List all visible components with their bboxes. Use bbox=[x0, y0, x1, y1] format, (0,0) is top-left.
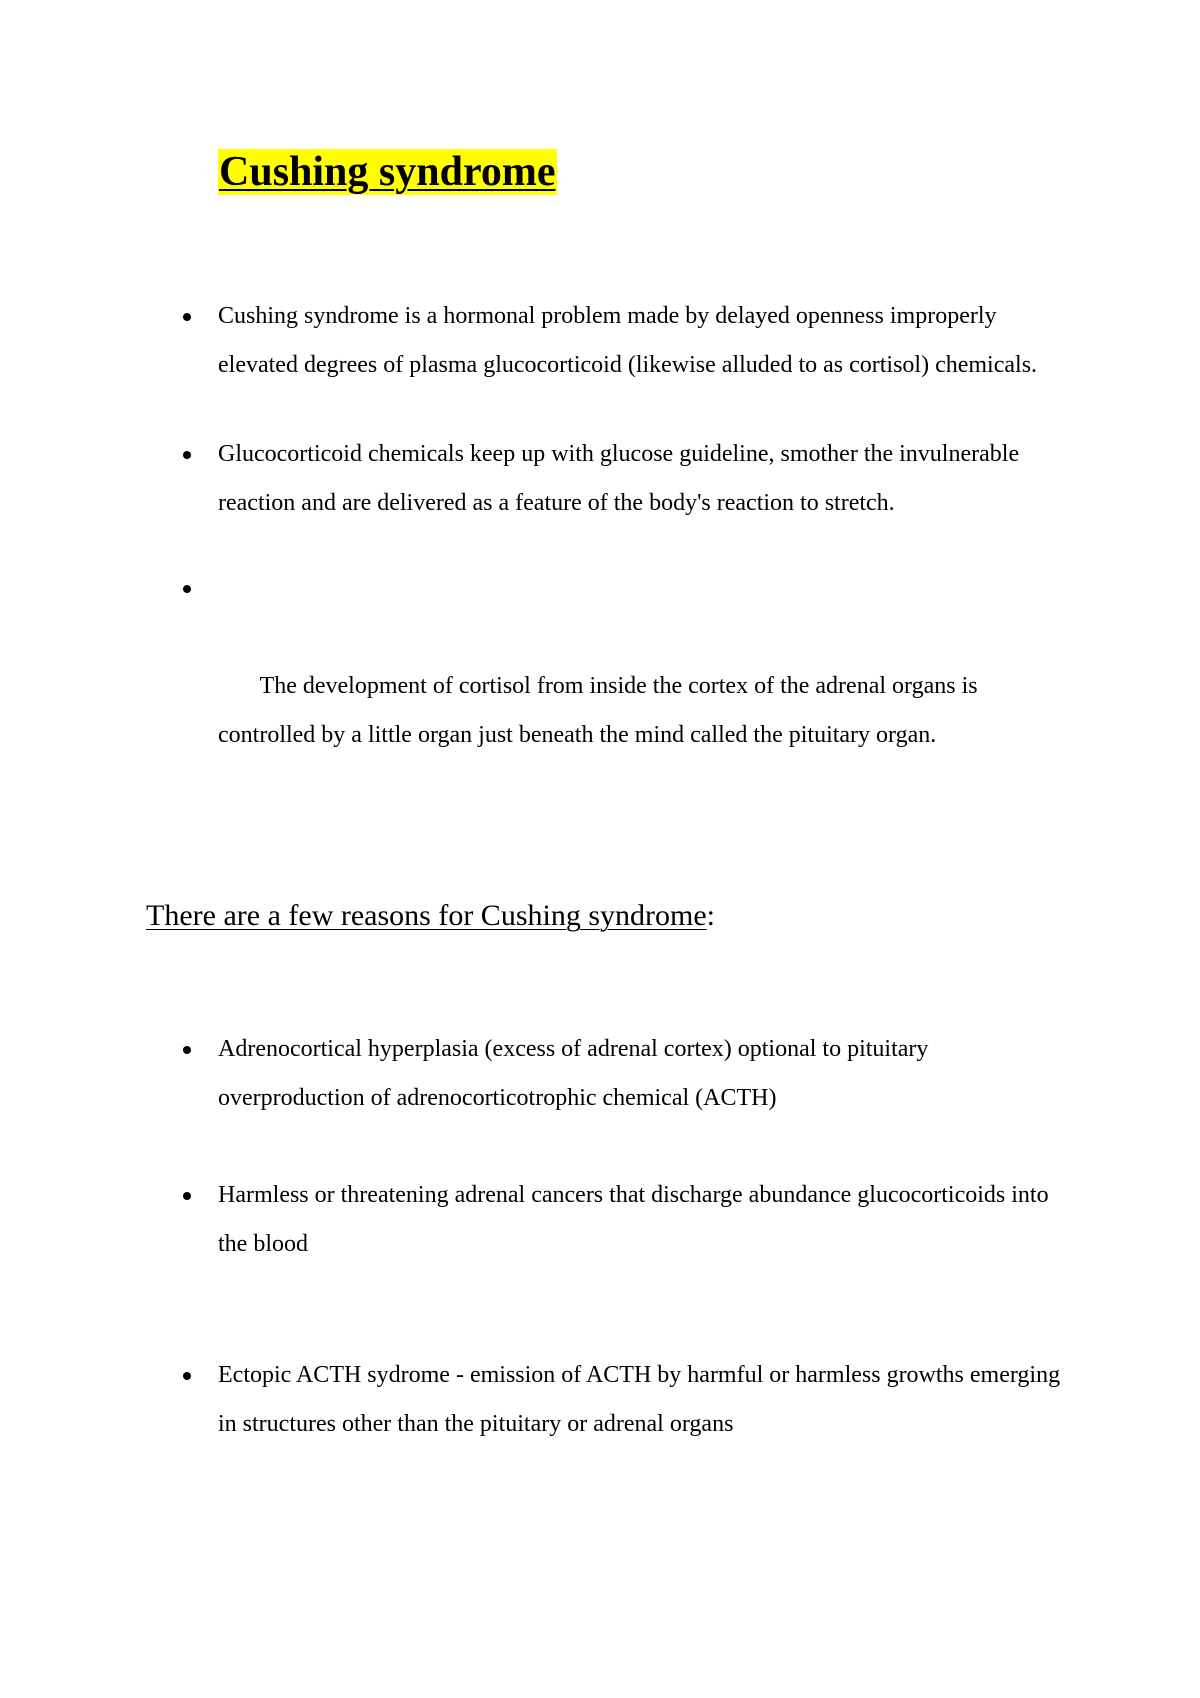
bullet-dot-icon bbox=[183, 451, 191, 459]
reasons-heading bbox=[146, 896, 715, 936]
bullet-dot-icon bbox=[183, 1046, 191, 1054]
list-item bbox=[0, 430, 1078, 528]
document-title bbox=[218, 146, 557, 198]
list-item bbox=[0, 564, 1078, 809]
bullet-dot-icon bbox=[183, 1372, 191, 1380]
bullet-dot-icon bbox=[183, 1192, 191, 1200]
reasons-heading-colon: : bbox=[706, 899, 715, 932]
list-item-text: Glucocorticoid chemicals keep up with glucose guideline, smother the invulnerable reaction and are delivered as a feature of the body's reaction to stretch. bbox=[218, 441, 1020, 516]
bullet-dot-icon bbox=[183, 313, 191, 321]
list-item-text: Adrenocortical hyperplasia (excess of adrenal cortex) optional to pituitary overproduction of adrenocorticotrophic chemical (ACTH) bbox=[218, 1036, 929, 1111]
list-item-text: The development of cortisol from inside the cortex of the adrenal organs is controlled by a little organ just beneath the mind called the pituitary organ. bbox=[218, 673, 984, 748]
title-highlight: Cushing syndrome bbox=[219, 149, 556, 195]
list-item bbox=[0, 292, 1078, 390]
list-item bbox=[0, 1025, 1078, 1123]
intro-bullet-list bbox=[0, 292, 1078, 809]
list-item bbox=[0, 1351, 1078, 1449]
reasons-bullet-list bbox=[0, 1025, 1078, 1449]
list-item-text: Harmless or threatening adrenal cancers that discharge abundance glucocorticoids into the blood bbox=[218, 1182, 1049, 1257]
reasons-heading-text: There are a few reasons for Cushing syndrome bbox=[146, 899, 707, 932]
list-item bbox=[0, 1171, 1078, 1269]
bullet-dot-icon bbox=[183, 585, 191, 593]
list-item-text: Cushing syndrome is a hormonal problem made by delayed openness improperly elevated degrees of plasma glucocorticoid (likewise alluded to as cortisol) chemicals. bbox=[218, 303, 1038, 378]
list-item-text: Ectopic ACTH sydrome - emission of ACTH by harmful or harmless growths emerging in structures other than the pituitary or adrenal organs bbox=[218, 1362, 1061, 1437]
